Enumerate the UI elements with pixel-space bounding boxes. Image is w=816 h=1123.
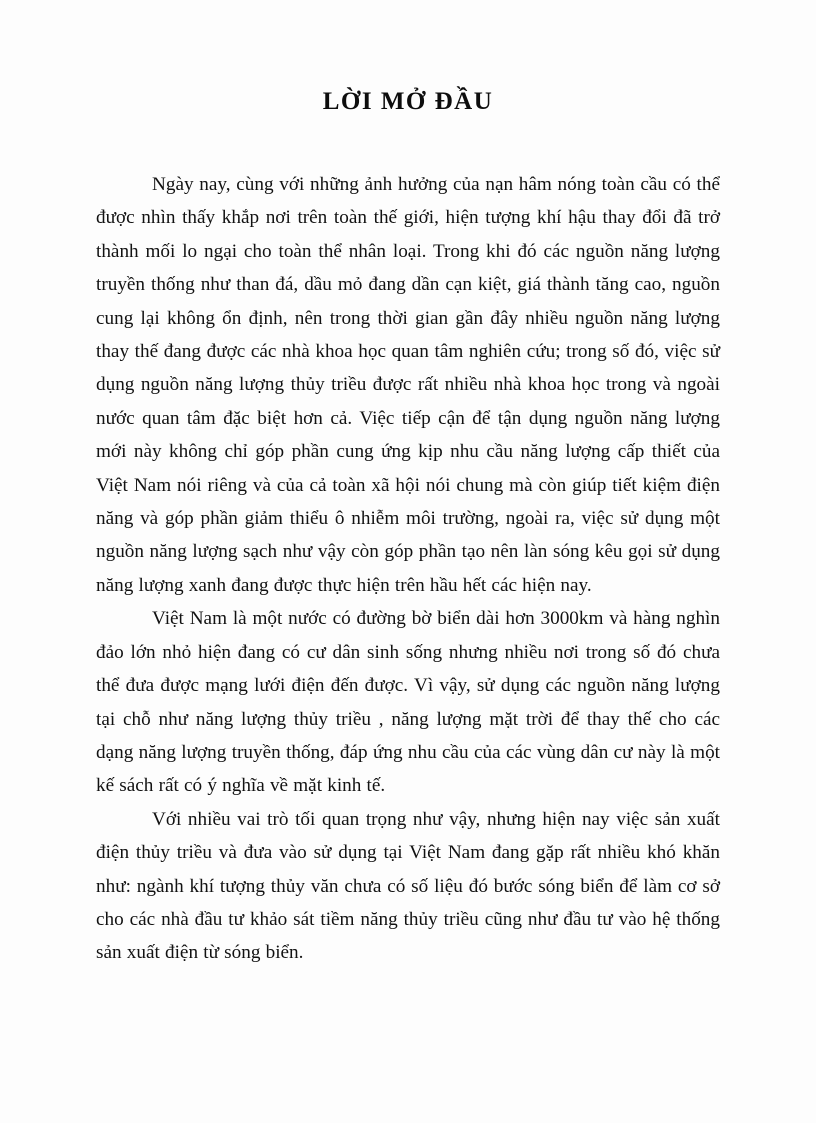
paragraph-3: Với nhiều vai trò tối quan trọng như vậy, nhưng hiện nay việc sản xuất điện thủy triều và đưa vào sử dụng tại Việt Nam đang gặp rất nhiều khó khăn như: ngành khí tượng thủy văn chưa có số liệu đó bước sóng biển để làm cơ sở cho các nhà đầu tư khảo sát tiềm năng thủy triều cũng như đầu tư vào hệ thống sản xuất điện từ sóng biển. xyxy=(96,808,720,964)
paragraph-1: Ngày nay, cùng với những ảnh hưởng của nạn hâm nóng toàn cầu có thể được nhìn thấy khắp nơi trên toàn thế giới, hiện tượng khí hậu thay đổi đã trở thành mối lo ngại cho toàn thể nhân loại. Trong khi đó các nguồn năng lượng truyền thống như than đá, dầu mỏ đang dần cạn kiệt, giá thành tăng cao, nguồn cung lại không ổn định, nên trong thời gian gần đây nhiều nguồn năng lượng thay thế đang được các nhà khoa học quan tâm nghiên cứu; trong số đó, việc sử dụng nguồn năng lượng thủy triều được rất nhiều nhà khoa học trong và ngoài nước quan tâm đặc biệt hơn cả. Việc tiếp cận để tận dụng nguồn năng lượng mới này không chỉ góp phần cung ứng kịp nhu cầu năng lượng cấp thiết của Việt Nam nói riêng và của cả toàn xã hội nói chung mà còn giúp tiết kiệm điện năng và góp phần giảm thiểu ô nhiễm môi trường, ngoài ra, việc sử dụng một nguồn năng lượng sạch như vậy còn góp phần tạo nên làn sóng kêu gọi sử dụng năng lượng xanh đang được thực hiện trên hầu hết các hiện nay. xyxy=(96,174,720,596)
paragraph-2: Việt Nam là một nước có đường bờ biển dài hơn 3000km và hàng nghìn đảo lớn nhỏ hiện đang có cư dân sinh sống nhưng nhiều nơi trong số đó chưa thể đưa được mạng lưới điện đến được. Vì vậy, sử dụng các nguồn năng lượng tại chỗ như năng lượng thủy triều , năng lượng mặt trời để thay thế cho các dạng năng lượng truyền thống, đáp ứng nhu cầu của các vùng dân cư này là một kế sách rất có ý nghĩa về mặt kinh tế. xyxy=(96,608,720,797)
document-body xyxy=(96,168,720,970)
page-title: LỜI MỞ ĐẦU xyxy=(322,88,494,115)
